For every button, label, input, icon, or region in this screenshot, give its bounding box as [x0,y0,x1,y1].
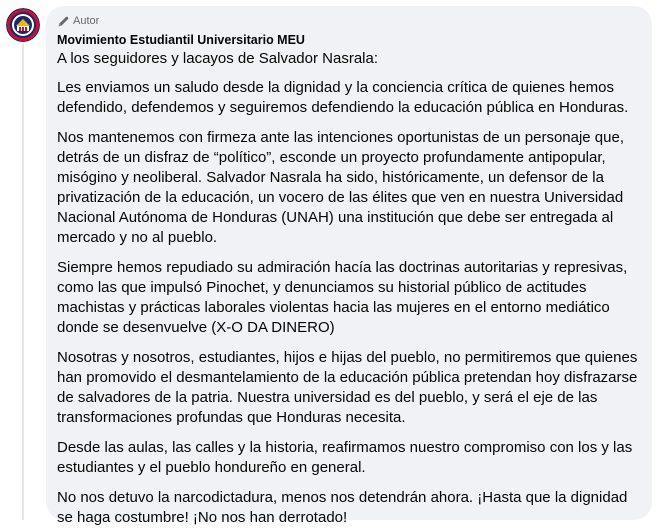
comment-bubble [46,6,652,526]
comment-paragraph: A los seguidores y lacayos de Salvador Nasrala: [57,50,379,67]
pencil-icon [57,15,70,28]
comment-paragraph: Desde las aulas, las calles y la historia, reafirmamos nuestro compromiso con los y las estudiantes y el pueblo hondureño en general. [57,439,633,476]
avatar[interactable] [6,8,40,42]
comment-paragraph: Nos mantenemos con firmeza ante las intenciones oportunistas de un personaje que, detrás de un disfraz de “político”, esconde un proyecto profundamente antipopular, misógino y neoliberal. Salvador Nasrala ha sido, históricamente, un defensor de la privatización de la educación, un vocero de las élites que ven en nuestra Universidad Nacional Autónoma de Honduras (UNAH) una institución que debe ser entregada al mercado y no al pueblo. [57,129,625,246]
meu-logo-icon [6,8,40,42]
comment-paragraph: Siempre hemos repudiado su admiración hacía las doctrinas autoritarias y represivas, como las que impulsó Pinochet, y denunciamos su historial público de actitudes machistas y prácticas laborales violentas hacia las mujeres en el entorno mediático donde se desenvuelve (X-O DA DINERO) [57,259,628,336]
author-badge [57,13,652,29]
comment-paragraph: Nosotras y nosotros, estudiantes, hijos e hijas del pueblo, no permitiremos que quienes han promovido el desmantelamiento de la educación pública pretendan hoy disfrazarse de salvadores de la patria. Nuestra universidad es del pueblo, y será el eje de las transformaciones profundas que Honduras necesita. [57,349,638,426]
author-name-link[interactable]: Movimiento Estudiantil Universitario MEU [57,33,305,47]
comment-paragraph: Les enviamos un saludo desde la dignidad y la conciencia crítica de quienes hemos defendido, defendemos y seguiremos defendiendo la educación pública en Honduras. [57,79,629,116]
author-badge-label: Autor [73,15,100,27]
comment-text [57,49,649,528]
thread-line [22,44,24,520]
comment-paragraph: No nos detuvo la narcodictadura, menos nos detendrán ahora. ¡Hasta que la dignidad se haga costumbre! ¡No nos han derrotado! [57,489,628,526]
